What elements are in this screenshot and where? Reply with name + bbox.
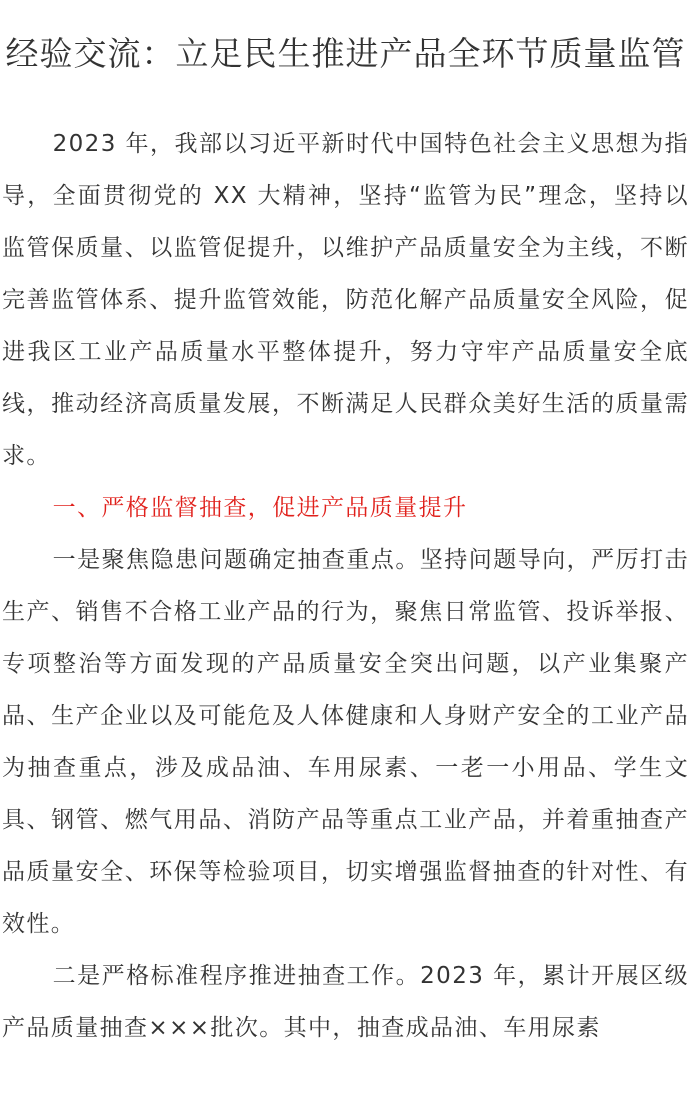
section-heading: 一、严格监督抽查，促进产品质量提升 — [52, 495, 468, 521]
article-title: 经验交流：立足民生推进产品全环节质量监管 — [5, 34, 686, 73]
body-paragraph-1: 一是聚焦隐患问题确定抽查重点。坚持问题导向，严厉打击生产、销售不合格工业产品的行为，聚焦日常监管、投诉举报、专项整治等方面发现的产品质量安全突出问题，以产业集聚产品、生产企业以及可能危及人体健康和人身财产安全的工业产品为抽查重点，涉及成品油、车用尿素、一老一小用品、学生文具、钢管、燃气用品、消防产品等重点工业产品，并着重抽查产品质量安全、环保等检验项目，切实增强监督抽查的针对性、有效性。 — [2, 547, 689, 937]
body-paragraph-2: 二是严格标准程序推进抽查工作。2023 年，累计开展区级产品质量抽查×××批次。其中，抽查成品油、车用尿素 — [2, 963, 689, 1041]
intro-paragraph: 2023 年，我部以习近平新时代中国特色社会主义思想为指导，全面贯彻党的 XX 大精神，坚持“监管为民”理念，坚持以监管保质量、以监管促提升，以维护产品质量安全为主线，不断完善监管体系、提升监管效能，防范化解产品质量安全风险，促进我区工业产品质量水平整体提升，努力守牢产品质量安全底线，推动经济高质量发展，不断满足人民群众美好生活的质量需求。 — [2, 131, 689, 469]
